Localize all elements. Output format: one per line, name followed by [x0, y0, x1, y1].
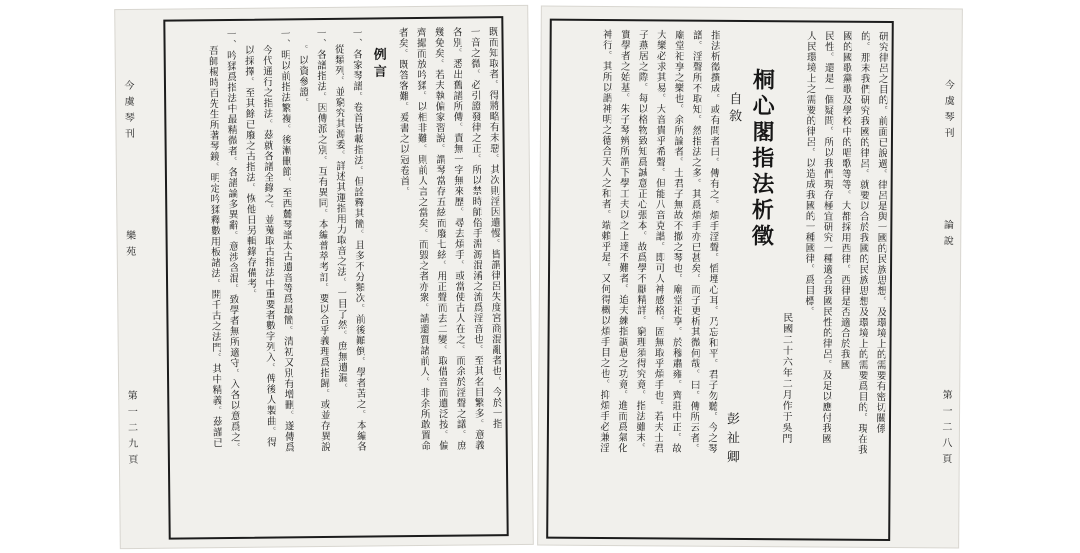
- right-text-frame: [546, 19, 894, 541]
- right-running-header: 今虞琴刊: [941, 79, 954, 144]
- article-col-2: 譜。淫聲所不取知。然指法之多。其爲煩手亦已甚矣。而子更析其微何哉。曰。傳所云者。: [687, 29, 702, 454]
- article-author: 彭祉卿: [723, 411, 740, 469]
- article-col-4: 大樂必求其易。大音貴乎希聲。但能八音克諧。即可人神感格。固無取乎煩手也。若夫士君: [651, 29, 666, 454]
- article-title: 桐心閣指法析徵: [748, 67, 776, 251]
- preface-col-1: 既而知取者。得將略有未惡。其次則淫因遺慢。皆謂律呂失度宮商混亂者也。今於一指: [486, 26, 502, 430]
- rule-col-8: 一、吟猱爲指法中最精微者。各譜論多異辭。意涉含混。致學者無所適守。入各以意爲之。: [224, 28, 240, 454]
- preface-col-2: 一音之微。必引證發律之正。所以禁時師俗手淵源混淆之流爲淫音也。至其名目繁多。意義: [468, 26, 484, 451]
- rule-col-1: 一、各家琴譜。卷首皆載指法。但詮釋其簡。且多不分類次。前後顚倒。學者苦之。本編各: [350, 27, 366, 452]
- article-col-5: 子燕居之際。每以格物致知爲誠意正心張本。故爲學不厭精詳。窮理須得究竟。指法雖末。: [633, 29, 648, 454]
- preface-col-6: 者矣。既答客難。爰書之以冠卷首。: [396, 27, 410, 197]
- rule-col-9: 吾師楊時百先生所著琴鏡。明定吟猱釋數用板諸法。開千古之法門。其中精義。茲謹已: [206, 45, 222, 449]
- left-text-frame: [163, 16, 508, 540]
- left-running-header: 今虞琴刊: [121, 79, 134, 145]
- prev-col-4: 民性。還是一個疑問。所以我們現存極宜研究一種適合我國民性的律呂。及足以應付我國: [819, 30, 834, 444]
- preface-col-4: 幾免矣。若夫執偏家習說。謂琴當存五絃而廢七絃。用正聲而去二變。取借音而遺泛按。偏: [432, 26, 448, 451]
- rule-col-7: 以採擇。至其餘已廢之古指法。恢他日另輯錄存備考。: [242, 44, 257, 300]
- preface-col-5: 齊撮而放吟猱。以相非難。則前人言之當矣。而毀之者亦衆。請還質諸前人。非余所敢置命: [414, 26, 430, 452]
- article-col-3: 廟堂祀享之樂也。余所論者。士君子無故不撤之琴也。廟堂祀享。於穆肅雍。齊莊中正。故: [669, 29, 684, 454]
- article-col-6: 實學者之始基。朱子琴辨所謂下學工夫以之上達不難者。迨夫練指調息之功竟。進而爲氣化: [615, 29, 630, 454]
- left-page: [115, 6, 533, 548]
- prev-article-date: 民國二十六年二月作于吳門: [779, 312, 792, 445]
- rule-col-4: 。以資參證。: [296, 44, 309, 108]
- right-page-number: 第一二八頁: [939, 389, 952, 470]
- article-subtitle: 自敘: [726, 91, 742, 126]
- prev-col-1: 研究律呂之目的。前面已說過。律呂是與一國的民族思想。及環境上的需要有密切關係: [873, 30, 888, 434]
- section-title-liyan: 例言: [370, 47, 386, 82]
- prev-col-5: 人民環境上之需要的律呂。以造成我國的一種國律。爲目標。: [802, 30, 816, 317]
- right-page: [538, 7, 962, 548]
- preface-col-3: 各別。悉出舊譜所傳。責無一字無來歷。尋去煩手。或當使古人在之。而余於淫聲之議。庶: [450, 26, 466, 451]
- rule-col-2: 從類列。並窮究其源委。詳述其運指用力取音之法。一目了然。庶無遺漏。: [332, 43, 348, 394]
- rule-col-3: 一、各譜指法。因傳派之別。互有異同。本編普萃考訂。要以合乎義理爲指歸。或並存異說: [314, 27, 330, 453]
- article-col-7: 神行。其所以謂神明之德合天人之和者。端賴乎是。又何得概以煩手目之也。抑煩手必兼淫: [597, 28, 612, 454]
- left-section-label: 樂苑: [123, 229, 135, 263]
- rule-col-5: 一、明以前指法繁複。後漸刪節。至西麓琴譜太古遺音等爲最簡。清初又別有增刪。遂傳爲: [278, 28, 294, 453]
- left-page-number: 第一二九頁: [125, 389, 138, 471]
- rule-col-6: 今代通行之指法。茲就各譜全錄之。並蒐取古指法中重要者數字列入。俾後人製曲。得: [260, 44, 276, 448]
- article-col-1: 指法析徵撰成。或有問者曰。傳有之。煩手淫聲。慆堙心耳。乃忘和平。君子勿聽。今之琴: [705, 29, 720, 454]
- right-section-label: 論說: [941, 219, 953, 252]
- prev-col-2: 的。那末我們研究我國的律呂。就要以合於我國的民族思想及環境上的需要爲目的。現在我: [855, 30, 870, 455]
- prev-col-3: 國的國歌黨歌及學校中的唱歌等等。大都採用西律。西律是否適合於我國: [838, 30, 852, 370]
